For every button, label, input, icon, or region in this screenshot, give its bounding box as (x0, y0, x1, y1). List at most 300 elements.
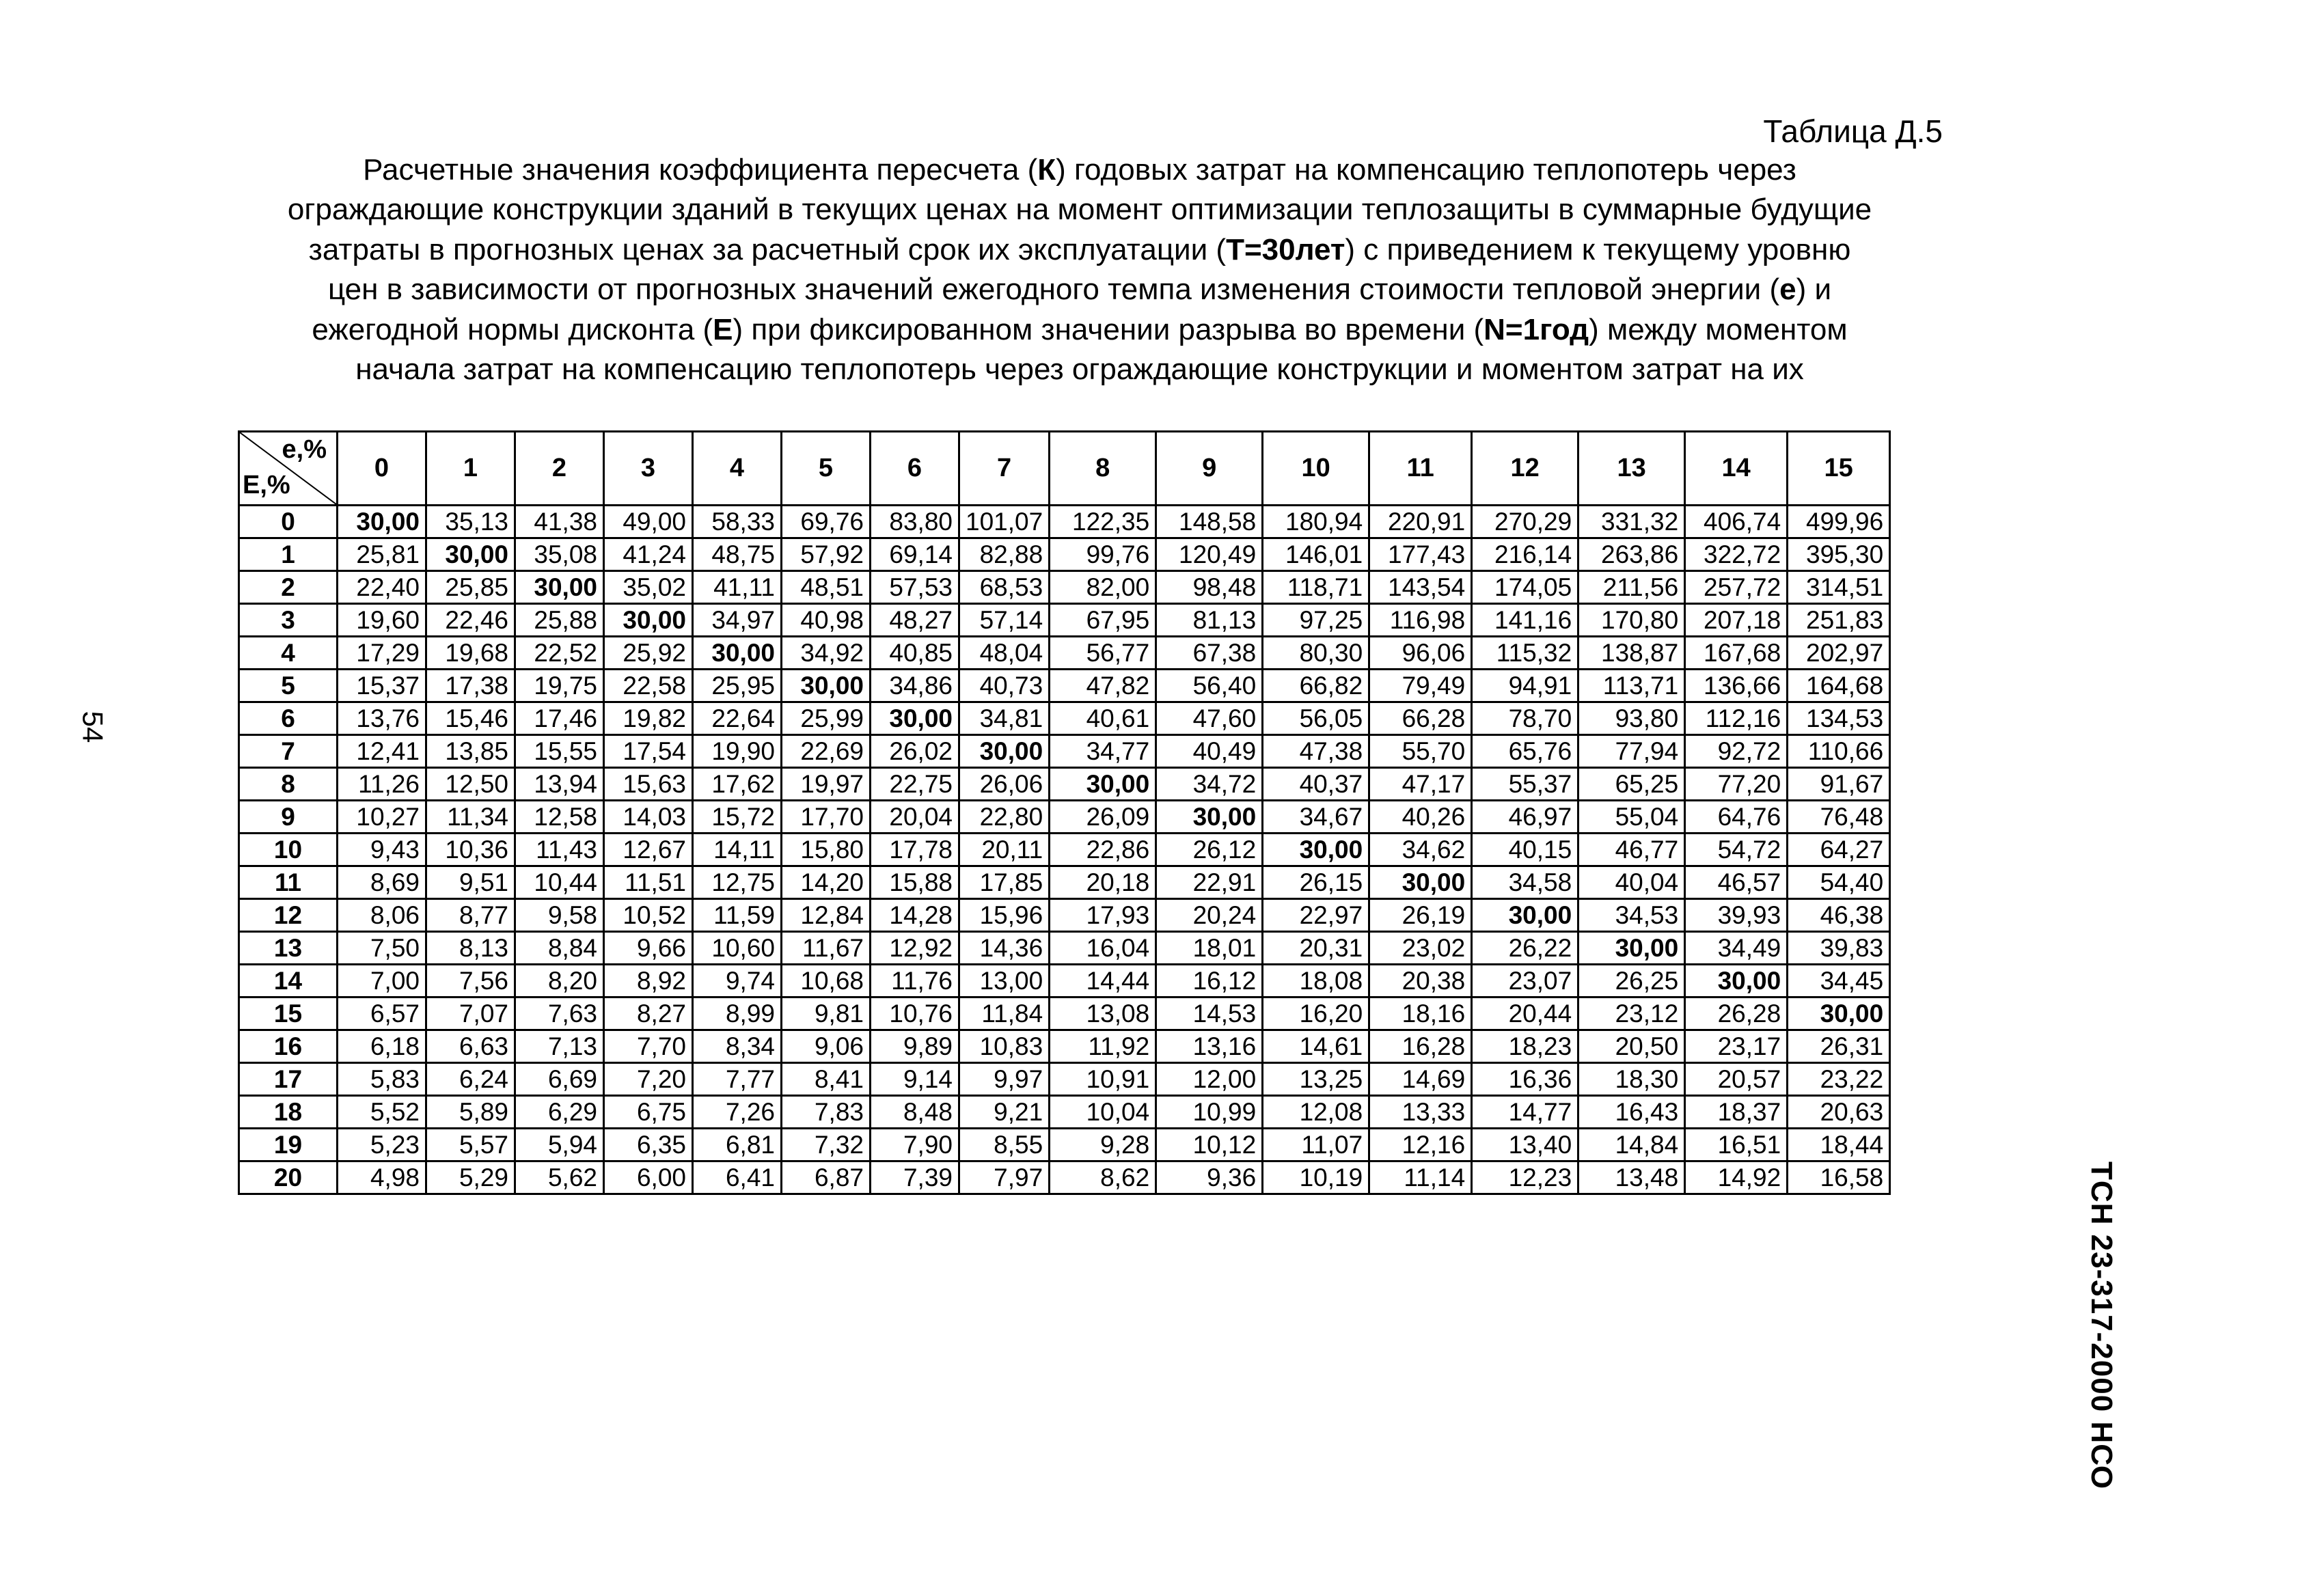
table-cell: 47,17 (1369, 768, 1472, 801)
table-cell: 146,01 (1263, 538, 1369, 571)
table-cell: 65,76 (1472, 735, 1578, 768)
table-cell: 7,32 (782, 1129, 871, 1161)
table-cell: 17,62 (693, 768, 782, 801)
table-cell: 10,99 (1156, 1096, 1263, 1129)
table-cell: 20,11 (959, 834, 1050, 866)
table-cell: 331,32 (1578, 506, 1685, 538)
column-header-e-2: 2 (515, 432, 604, 506)
table-cell: 11,34 (426, 801, 515, 834)
table-cell: 67,38 (1156, 637, 1263, 670)
column-header-e-4: 4 (693, 432, 782, 506)
table-cell: 56,40 (1156, 670, 1263, 702)
table-cell: 20,24 (1156, 899, 1263, 932)
table-row (239, 1096, 1890, 1129)
table-cell: 48,27 (871, 604, 959, 637)
table-cell: 34,97 (693, 604, 782, 637)
caption-text: цен в зависимости от прогнозных значений ежегодного темпа изменения стоимости тепловой энергии ( (327, 273, 1780, 307)
table-cell: 6,41 (693, 1161, 782, 1194)
table-cell: 14,92 (1685, 1161, 1788, 1194)
table-cell: 12,41 (338, 735, 426, 768)
table-cell: 11,59 (693, 899, 782, 932)
table-cell: 34,53 (1578, 899, 1685, 932)
table-cell: 16,12 (1156, 965, 1263, 998)
table-cell: 22,97 (1263, 899, 1369, 932)
caption-line (225, 190, 1934, 230)
table-cell: 5,23 (338, 1129, 426, 1161)
column-header-e-0: 0 (338, 432, 426, 506)
table-row (239, 604, 1890, 637)
table-cell: 7,39 (871, 1161, 959, 1194)
table-cell: 115,32 (1472, 637, 1578, 670)
table-cell: 81,13 (1156, 604, 1263, 637)
table-cell: 9,14 (871, 1063, 959, 1096)
table-cell: 11,43 (515, 834, 604, 866)
table-cell: 22,58 (604, 670, 693, 702)
caption-text: ) годовых затрат на компенсацию теплопотерь через (1056, 153, 1796, 187)
table-row (239, 932, 1890, 965)
table-cell: 8,55 (959, 1129, 1050, 1161)
row-header-E-9: 9 (239, 801, 338, 834)
row-header-E-16: 16 (239, 1030, 338, 1063)
table-cell: 12,00 (1156, 1063, 1263, 1096)
table-cell: 6,29 (515, 1096, 604, 1129)
table-cell: 14,20 (782, 866, 871, 899)
table-cell: 26,06 (959, 768, 1050, 801)
table-cell: 11,76 (871, 965, 959, 998)
table-cell: 26,02 (871, 735, 959, 768)
table-cell: 10,68 (782, 965, 871, 998)
table-cell: 15,46 (426, 702, 515, 735)
table-cell: 34,67 (1263, 801, 1369, 834)
table-cell: 220,91 (1369, 506, 1472, 538)
table-cell: 34,62 (1369, 834, 1472, 866)
table-cell: 14,44 (1050, 965, 1156, 998)
table-cell: 9,74 (693, 965, 782, 998)
table-cell: 17,70 (782, 801, 871, 834)
table-cell: 5,57 (426, 1129, 515, 1161)
caption-line (225, 270, 1934, 309)
table-cell: 20,44 (1472, 998, 1578, 1030)
table-cell: 57,92 (782, 538, 871, 571)
table-cell: 7,63 (515, 998, 604, 1030)
table-cell: 22,86 (1050, 834, 1156, 866)
table-cell: 15,72 (693, 801, 782, 834)
table-row (239, 899, 1890, 932)
table-corner-cell (239, 432, 338, 506)
row-header-E-0: 0 (239, 506, 338, 538)
table-cell: 25,99 (782, 702, 871, 735)
column-header-e-13: 13 (1578, 432, 1685, 506)
table-cell: 15,63 (604, 768, 693, 801)
table-cell: 57,14 (959, 604, 1050, 637)
table-cell: 7,26 (693, 1096, 782, 1129)
table-cell: 18,44 (1788, 1129, 1890, 1161)
caption-bold-term: е (1779, 273, 1796, 307)
table-cell: 13,48 (1578, 1161, 1685, 1194)
caption-line (225, 310, 1934, 350)
table-cell: 113,71 (1578, 670, 1685, 702)
table-cell: 143,54 (1369, 571, 1472, 604)
table-cell: 22,75 (871, 768, 959, 801)
caption-bold-term: Е (713, 312, 733, 346)
table-cell: 34,58 (1472, 866, 1578, 899)
table-cell: 26,19 (1369, 899, 1472, 932)
table-cell: 8,34 (693, 1030, 782, 1063)
table-cell: 10,19 (1263, 1161, 1369, 1194)
table-cell: 14,77 (1472, 1096, 1578, 1129)
table-cell: 47,60 (1156, 702, 1263, 735)
table-cell: 18,08 (1263, 965, 1369, 998)
table-row (239, 866, 1890, 899)
table-row (239, 1063, 1890, 1096)
table-cell: 15,55 (515, 735, 604, 768)
table-cell: 25,85 (426, 571, 515, 604)
table-cell: 5,62 (515, 1161, 604, 1194)
table-cell: 12,58 (515, 801, 604, 834)
table-cell: 56,05 (1263, 702, 1369, 735)
table-cell: 30,00 (1369, 866, 1472, 899)
row-header-E-10: 10 (239, 834, 338, 866)
table-cell: 13,85 (426, 735, 515, 768)
table-cell: 10,76 (871, 998, 959, 1030)
table-cell: 9,06 (782, 1030, 871, 1063)
table-cell: 395,30 (1788, 538, 1890, 571)
table-cell: 14,28 (871, 899, 959, 932)
table-cell: 9,58 (515, 899, 604, 932)
table-cell: 57,53 (871, 571, 959, 604)
row-header-E-4: 4 (239, 637, 338, 670)
table-cell: 12,23 (1472, 1161, 1578, 1194)
column-header-e-9: 9 (1156, 432, 1263, 506)
table-cell: 14,84 (1578, 1129, 1685, 1161)
table-cell: 30,00 (782, 670, 871, 702)
table-cell: 49,00 (604, 506, 693, 538)
table-cell: 136,66 (1685, 670, 1788, 702)
table-cell: 18,23 (1472, 1030, 1578, 1063)
table-cell: 6,18 (338, 1030, 426, 1063)
caption-line (225, 230, 1934, 270)
table-cell: 270,29 (1472, 506, 1578, 538)
table-cell: 18,30 (1578, 1063, 1685, 1096)
table-cell: 23,22 (1788, 1063, 1890, 1096)
row-header-E-2: 2 (239, 571, 338, 604)
caption-text: ) при фиксированном значении разрыва во времени ( (733, 312, 1484, 346)
table-cell: 10,44 (515, 866, 604, 899)
table-cell: 16,28 (1369, 1030, 1472, 1063)
table-cell: 20,57 (1685, 1063, 1788, 1096)
column-header-e-3: 3 (604, 432, 693, 506)
table-cell: 40,26 (1369, 801, 1472, 834)
table-cell: 41,38 (515, 506, 604, 538)
table-cell: 7,56 (426, 965, 515, 998)
table-cell: 26,09 (1050, 801, 1156, 834)
table-cell: 40,98 (782, 604, 871, 637)
table-cell: 65,25 (1578, 768, 1685, 801)
table-cell: 22,69 (782, 735, 871, 768)
table-cell: 202,97 (1788, 637, 1890, 670)
table-cell: 30,00 (1685, 965, 1788, 998)
table-cell: 54,72 (1685, 834, 1788, 866)
table-cell: 46,38 (1788, 899, 1890, 932)
table-row (239, 702, 1890, 735)
coefficient-table (238, 430, 1891, 1195)
table-cell: 10,83 (959, 1030, 1050, 1063)
table-cell: 78,70 (1472, 702, 1578, 735)
table-cell: 9,66 (604, 932, 693, 965)
table-row (239, 571, 1890, 604)
table-cell: 14,53 (1156, 998, 1263, 1030)
table-cell: 8,48 (871, 1096, 959, 1129)
table-row (239, 834, 1890, 866)
caption-text: ограждающие конструкции зданий в текущих ценах на момент оптимизации теплозащиты в суммарные будущие (287, 193, 1872, 227)
table-cell: 17,93 (1050, 899, 1156, 932)
table-row (239, 637, 1890, 670)
table-cell: 40,04 (1578, 866, 1685, 899)
table-cell: 16,20 (1263, 998, 1369, 1030)
table-cell: 7,50 (338, 932, 426, 965)
table-cell: 64,27 (1788, 834, 1890, 866)
table-cell: 69,14 (871, 538, 959, 571)
table-cell: 7,70 (604, 1030, 693, 1063)
table-cell: 112,16 (1685, 702, 1788, 735)
table-cell: 174,05 (1472, 571, 1578, 604)
table-cell: 67,95 (1050, 604, 1156, 637)
table-cell: 19,97 (782, 768, 871, 801)
table-cell: 47,82 (1050, 670, 1156, 702)
table-cell: 23,17 (1685, 1030, 1788, 1063)
table-cell: 18,37 (1685, 1096, 1788, 1129)
table-cell: 134,53 (1788, 702, 1890, 735)
row-header-E-6: 6 (239, 702, 338, 735)
table-cell: 8,41 (782, 1063, 871, 1096)
table-cell: 48,51 (782, 571, 871, 604)
table-cell: 13,33 (1369, 1096, 1472, 1129)
table-cell: 5,83 (338, 1063, 426, 1096)
table-cell: 30,00 (1472, 899, 1578, 932)
table-cell: 96,06 (1369, 637, 1472, 670)
table-cell: 10,60 (693, 932, 782, 965)
table-cell: 17,78 (871, 834, 959, 866)
table-cell: 48,04 (959, 637, 1050, 670)
table-cell: 6,69 (515, 1063, 604, 1096)
table-cell: 54,40 (1788, 866, 1890, 899)
table-cell: 12,08 (1263, 1096, 1369, 1129)
table-cell: 9,28 (1050, 1129, 1156, 1161)
table-row (239, 1129, 1890, 1161)
row-axis-label: Е,% (243, 471, 290, 499)
table-cell: 6,00 (604, 1161, 693, 1194)
table-cell: 15,37 (338, 670, 426, 702)
table-row (239, 670, 1890, 702)
table-cell: 11,26 (338, 768, 426, 801)
column-axis-label: е,% (282, 435, 327, 464)
table-cell: 10,36 (426, 834, 515, 866)
caption-text: ежегодной нормы дисконта ( (312, 312, 713, 346)
table-cell: 14,03 (604, 801, 693, 834)
table-cell: 101,07 (959, 506, 1050, 538)
table-cell: 7,77 (693, 1063, 782, 1096)
caption-text: Расчетные значения коэффициента пересчета ( (363, 153, 1038, 187)
caption-bold-term: N=1год (1484, 312, 1589, 346)
table-cell: 16,43 (1578, 1096, 1685, 1129)
table-cell: 20,18 (1050, 866, 1156, 899)
table-cell: 16,58 (1788, 1161, 1890, 1194)
table-cell: 11,84 (959, 998, 1050, 1030)
table-cell: 22,52 (515, 637, 604, 670)
table-cell: 167,68 (1685, 637, 1788, 670)
table-cell: 30,00 (426, 538, 515, 571)
table-cell: 14,11 (693, 834, 782, 866)
table-cell: 9,43 (338, 834, 426, 866)
table-cell: 30,00 (693, 637, 782, 670)
caption-bold-term: К (1037, 153, 1056, 187)
table-cell: 8,27 (604, 998, 693, 1030)
table-cell: 40,85 (871, 637, 959, 670)
table-cell: 20,04 (871, 801, 959, 834)
table-cell: 16,51 (1685, 1129, 1788, 1161)
table-cell: 7,07 (426, 998, 515, 1030)
column-header-e-14: 14 (1685, 432, 1788, 506)
table-cell: 99,76 (1050, 538, 1156, 571)
table-label: Таблица Д.5 (1763, 113, 1943, 149)
table-cell: 77,94 (1578, 735, 1685, 768)
table-cell: 13,25 (1263, 1063, 1369, 1096)
table-cell: 122,35 (1050, 506, 1156, 538)
table-cell: 322,72 (1685, 538, 1788, 571)
table-cell: 18,01 (1156, 932, 1263, 965)
table-cell: 8,13 (426, 932, 515, 965)
row-header-E-7: 7 (239, 735, 338, 768)
caption-text: ) между моментом (1589, 312, 1848, 346)
document-code: ТСН 23-317-2000 НСО (2085, 1161, 2118, 1490)
table-cell: 14,69 (1369, 1063, 1472, 1096)
table-cell: 13,76 (338, 702, 426, 735)
table-cell: 6,24 (426, 1063, 515, 1096)
table-cell: 34,45 (1788, 965, 1890, 998)
table-cell: 118,71 (1263, 571, 1369, 604)
table-cell: 40,15 (1472, 834, 1578, 866)
page-number: 54 (77, 711, 109, 743)
table-cell: 25,95 (693, 670, 782, 702)
table-cell: 41,24 (604, 538, 693, 571)
column-header-e-8: 8 (1050, 432, 1156, 506)
table-cell: 8,62 (1050, 1161, 1156, 1194)
table-cell: 56,77 (1050, 637, 1156, 670)
table-cell: 10,27 (338, 801, 426, 834)
table-cell: 7,20 (604, 1063, 693, 1096)
table-cell: 15,96 (959, 899, 1050, 932)
table-cell: 77,20 (1685, 768, 1788, 801)
table-row (239, 998, 1890, 1030)
table-cell: 177,43 (1369, 538, 1472, 571)
table-cell: 6,57 (338, 998, 426, 1030)
table-header-row (239, 432, 1890, 506)
table-cell: 30,00 (1788, 998, 1890, 1030)
caption-line (225, 150, 1934, 190)
table-cell: 20,63 (1788, 1096, 1890, 1129)
table-cell: 69,76 (782, 506, 871, 538)
table-cell: 68,53 (959, 571, 1050, 604)
caption-text: ) с приведением к текущему уровню (1345, 232, 1851, 266)
table-cell: 7,83 (782, 1096, 871, 1129)
table-cell: 30,00 (1578, 932, 1685, 965)
column-header-e-15: 15 (1788, 432, 1890, 506)
row-header-E-3: 3 (239, 604, 338, 637)
table-cell: 30,00 (1050, 768, 1156, 801)
table-cell: 25,81 (338, 538, 426, 571)
table-cell: 211,56 (1578, 571, 1685, 604)
table-cell: 12,84 (782, 899, 871, 932)
table-cell: 26,31 (1788, 1030, 1890, 1063)
caption-text: ) и (1796, 273, 1832, 307)
table-cell: 8,77 (426, 899, 515, 932)
table-row (239, 801, 1890, 834)
table-cell: 164,68 (1788, 670, 1890, 702)
table-cell: 20,50 (1578, 1030, 1685, 1063)
table-cell: 251,83 (1788, 604, 1890, 637)
table-cell: 6,87 (782, 1161, 871, 1194)
column-header-e-12: 12 (1472, 432, 1578, 506)
table-cell: 5,89 (426, 1096, 515, 1129)
table-cell: 34,49 (1685, 932, 1788, 965)
column-header-e-11: 11 (1369, 432, 1472, 506)
table-cell: 40,37 (1263, 768, 1369, 801)
table-cell: 34,86 (871, 670, 959, 702)
table-cell: 98,48 (1156, 571, 1263, 604)
table-cell: 17,54 (604, 735, 693, 768)
table-cell: 23,07 (1472, 965, 1578, 998)
table-cell: 11,92 (1050, 1030, 1156, 1063)
table-cell: 46,77 (1578, 834, 1685, 866)
table-cell: 46,97 (1472, 801, 1578, 834)
table-cell: 97,25 (1263, 604, 1369, 637)
table-cell: 12,92 (871, 932, 959, 965)
table-cell: 30,00 (604, 604, 693, 637)
table-cell: 9,36 (1156, 1161, 1263, 1194)
table-cell: 9,81 (782, 998, 871, 1030)
table-cell: 13,08 (1050, 998, 1156, 1030)
table-cell: 9,51 (426, 866, 515, 899)
table-cell: 35,13 (426, 506, 515, 538)
table-cell: 26,15 (1263, 866, 1369, 899)
table-cell: 7,97 (959, 1161, 1050, 1194)
table-cell: 5,52 (338, 1096, 426, 1129)
table-cell: 9,97 (959, 1063, 1050, 1096)
table-cell: 9,89 (871, 1030, 959, 1063)
table-cell: 23,02 (1369, 932, 1472, 965)
table-cell: 93,80 (1578, 702, 1685, 735)
table-row (239, 735, 1890, 768)
table-cell: 18,16 (1369, 998, 1472, 1030)
table-cell: 19,82 (604, 702, 693, 735)
table-cell: 148,58 (1156, 506, 1263, 538)
column-header-e-5: 5 (782, 432, 871, 506)
table-cell: 66,82 (1263, 670, 1369, 702)
row-header-E-12: 12 (239, 899, 338, 932)
column-header-e-1: 1 (426, 432, 515, 506)
table-cell: 8,06 (338, 899, 426, 932)
table-cell: 16,04 (1050, 932, 1156, 965)
table-cell: 17,85 (959, 866, 1050, 899)
table-cell: 15,80 (782, 834, 871, 866)
table-cell: 170,80 (1578, 604, 1685, 637)
table-cell: 6,81 (693, 1129, 782, 1161)
table-cell: 499,96 (1788, 506, 1890, 538)
table-cell: 12,67 (604, 834, 693, 866)
table-cell: 58,33 (693, 506, 782, 538)
table-cell: 82,00 (1050, 571, 1156, 604)
table-cell: 13,16 (1156, 1030, 1263, 1063)
